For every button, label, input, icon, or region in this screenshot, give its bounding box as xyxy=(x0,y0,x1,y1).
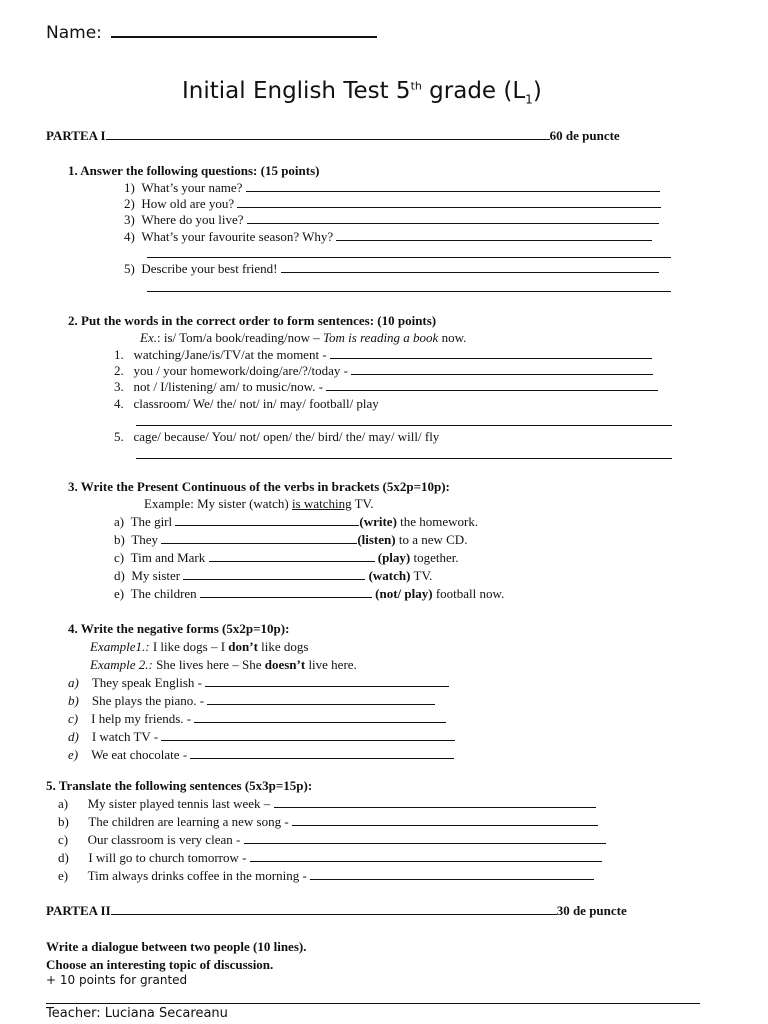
s1-item-4: 4) What’s your favourite season? Why? xyxy=(124,228,652,245)
section5-title: 5. Translate the following sentences (5x3p=15p): xyxy=(46,778,313,793)
part2-instruction-1: Write a dialogue between two people (10 lines). xyxy=(46,939,307,954)
bonus-note: + 10 points for granted xyxy=(46,973,188,987)
s3-item-d: d) My sister (watch) TV. xyxy=(114,568,433,583)
s2-item-4: 4. classroom/ We/ the/ not/ in/ may/ football/ play xyxy=(114,396,379,411)
s2-example: Ex.: is/ Tom/a book/reading/now – Tom is reading a book now. xyxy=(140,330,467,345)
s4-item-d: d) I watch TV - xyxy=(68,728,455,745)
part1-heading: PARTEA I 60 de puncte xyxy=(46,128,620,143)
s1-item-1: 1) What’s your name? xyxy=(124,179,660,196)
s4-item-c: c) I help my friends. - xyxy=(68,710,446,727)
s5-item-e: e) Tim always drinks coffee in the morning - xyxy=(58,867,594,884)
s2-answer-line xyxy=(136,425,672,426)
section1-title: 1. Answer the following questions: (15 points) xyxy=(68,163,320,178)
s1-item-3: 3) Where do you live? xyxy=(124,211,659,228)
s4-item-e: e) We eat chocolate - xyxy=(68,746,454,763)
name-label: Name: xyxy=(46,23,102,43)
s4-item-b: b) She plays the piano. - xyxy=(68,692,435,709)
s1-item-2: 2) How old are you? xyxy=(124,195,661,212)
section4-title: 4. Write the negative forms (5x2p=10p): xyxy=(68,621,290,636)
part2-heading: PARTEA II 30 de puncte xyxy=(46,903,627,918)
s5-item-d: d) I will go to church tomorrow - xyxy=(58,849,602,866)
s4-example-1: Example1.: I like dogs – I don’t like dogs xyxy=(90,639,309,654)
s3-example: Example: My sister (watch) is watching TV. xyxy=(144,496,374,511)
section2-title: 2. Put the words in the correct order to form sentences: (10 points) xyxy=(68,313,437,328)
s1-answer-line xyxy=(147,257,671,258)
s1-answer-line xyxy=(147,291,671,292)
page-title: Initial English Test 5th grade $(L_1)$ xyxy=(182,78,542,107)
s1-item-5: 5) Describe your best friend! xyxy=(124,260,659,277)
footer-divider xyxy=(46,1003,700,1004)
s2-item-5: 5. cage/ because/ You/ not/ open/ the/ bird/ the/ may/ will/ fly xyxy=(114,429,440,444)
s2-item-1: 1. watching/Jane/is/TV/at the moment - xyxy=(114,346,652,363)
s2-item-3: 3. not / I/listening/ am/ to music/now. - xyxy=(114,378,658,395)
s5-item-b: b) The children are learning a new song - xyxy=(58,813,598,830)
s2-item-2: 2. you / your homework/doing/are/?/today - xyxy=(114,362,653,379)
s3-item-a: a) The girl (write) the homework. xyxy=(114,514,479,529)
part2-instruction-2: Choose an interesting topic of discussion. xyxy=(46,957,274,972)
s4-example-2: Example 2.: She lives here – She doesn’t live here. xyxy=(90,657,357,672)
s2-answer-line xyxy=(136,458,672,459)
s5-item-a: a) My sister played tennis last week – xyxy=(58,795,596,812)
s4-item-a: a) They speak English - xyxy=(68,674,449,691)
s3-item-e: e) The children (not/ play) football now. xyxy=(114,586,505,601)
teacher-name: Teacher: Luciana Secareanu xyxy=(46,1006,228,1021)
section3-title: 3. Write the Present Continuous of the verbs in brackets (5x2p=10p): xyxy=(68,479,450,494)
name-field xyxy=(46,22,377,43)
name-blank xyxy=(111,22,377,38)
s3-item-c: c) Tim and Mark (play) together. xyxy=(114,550,459,565)
s5-item-c: c) Our classroom is very clean - xyxy=(58,831,606,848)
s3-item-b: b) They (listen) to a new CD. xyxy=(114,532,468,547)
